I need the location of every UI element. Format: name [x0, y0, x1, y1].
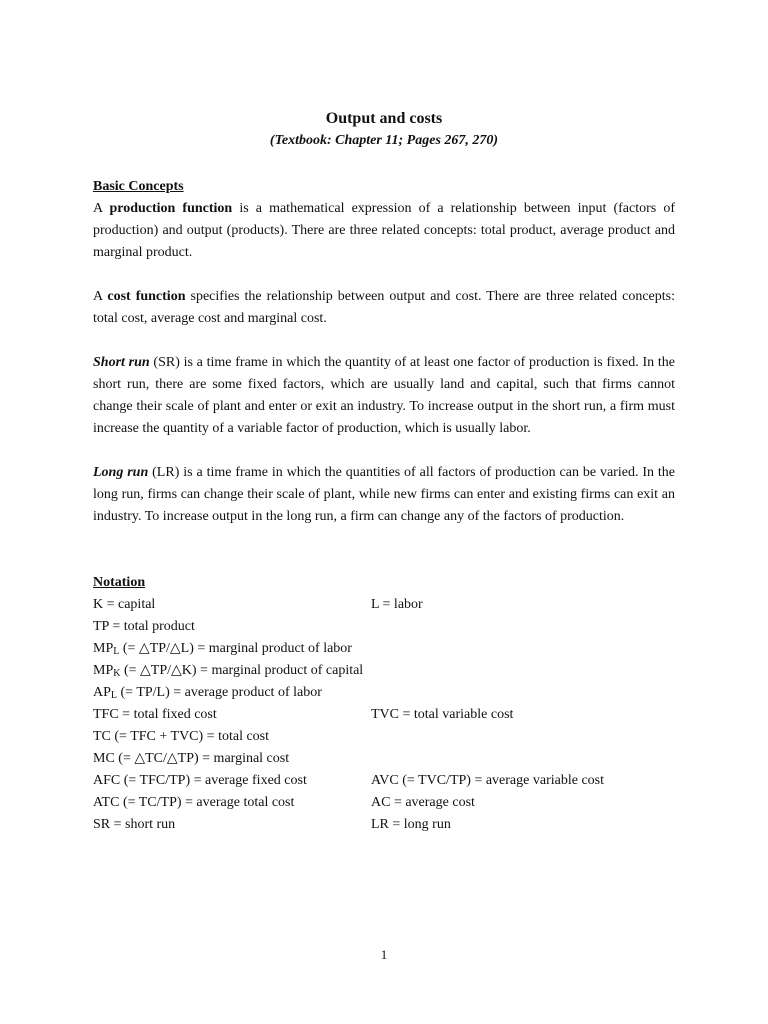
notation-avc: AVC (= TVC/TP) = average variable cost [371, 773, 604, 788]
page-subtitle: (Textbook: Chapter 11; Pages 267, 270) [269, 133, 499, 148]
notation-labor: L = labor [371, 597, 423, 612]
page-number: 1 [380, 947, 388, 962]
paragraph-short-run [93, 352, 675, 440]
notation-row [93, 616, 675, 638]
notation-atc: ATC (= TC/TP) = average total cost [93, 795, 295, 810]
notation-row [93, 704, 675, 726]
notation-row [93, 638, 675, 660]
term-cost-function: cost function [107, 289, 186, 304]
notation-row [93, 682, 675, 704]
paragraph-lead: A [93, 201, 110, 216]
paragraph-lead: A [93, 289, 108, 304]
notation-total-product: TP = total product [93, 619, 195, 634]
paragraph-production-function [93, 198, 675, 264]
paragraph-cost-function [93, 286, 675, 330]
term-short-run: Short run [93, 355, 150, 370]
paragraph-text: is a mathematical expression of a relationship between input (factors of production) and output (products). There are three related concepts: total product, average product and marginal product. [93, 201, 675, 260]
notation-mc: MC (= △TC/△TP) = marginal cost [93, 751, 290, 766]
page-title: Output and costs [325, 110, 443, 127]
notation-row [93, 660, 675, 682]
notation-row [93, 770, 675, 792]
notation-afc: AFC (= TFC/TP) = average fixed cost [93, 773, 307, 788]
notation-mpl: $MP_L$ (= △TP/△L) = marginal product of labor [93, 641, 352, 657]
notation-row [93, 726, 675, 748]
notation-capital: K = capital [93, 597, 156, 612]
term-long-run: Long run [93, 465, 149, 480]
paragraph-text: specifies the relationship between output and cost. There are three related concepts: total cost, average cost and marginal cost. [93, 289, 675, 326]
section-heading-basic-concepts: Basic Concepts [93, 179, 184, 194]
notation-tvc: TVC = total variable cost [371, 707, 514, 722]
notation-ac: AC = average cost [371, 795, 475, 810]
section-heading-notation: Notation [93, 575, 146, 590]
notation-row [93, 814, 675, 836]
paragraph-text: (LR) is a time frame in which the quantities of all factors of production can be varied. In the long run, firms can change their scale of plant, while new firms can enter and existing firms can exit an industry. To increase output in the long run, a firm can change any of the factors of production. [93, 465, 675, 524]
document-body [93, 176, 675, 836]
notation-row [93, 792, 675, 814]
term-production-function: production function [109, 201, 233, 216]
notation-tc: TC (= TFC + TVC) = total cost [93, 729, 270, 744]
notation-row [93, 594, 675, 616]
notation-sr: SR = short run [93, 817, 176, 832]
paragraph-text: (SR) is a time frame in which the quantity of at least one factor of production is fixed. In the short run, there are some fixed factors, which are usually land and capital, such that firms cannot change their scale of plant and enter or exit an industry. To increase output in the short run, a firm must increase the quantity of a variable factor of production, which is usually labor. [93, 355, 675, 436]
notation-mpk: $MP_K$ (= △TP/△K) = marginal product of capital [93, 663, 364, 679]
notation-lr: LR = long run [371, 817, 451, 832]
notation-tfc: TFC = total fixed cost [93, 707, 217, 722]
notation-row [93, 748, 675, 770]
notation-apl: $AP_L$ (= TP/L) = average product of labor [93, 685, 322, 701]
paragraph-long-run [93, 462, 675, 528]
